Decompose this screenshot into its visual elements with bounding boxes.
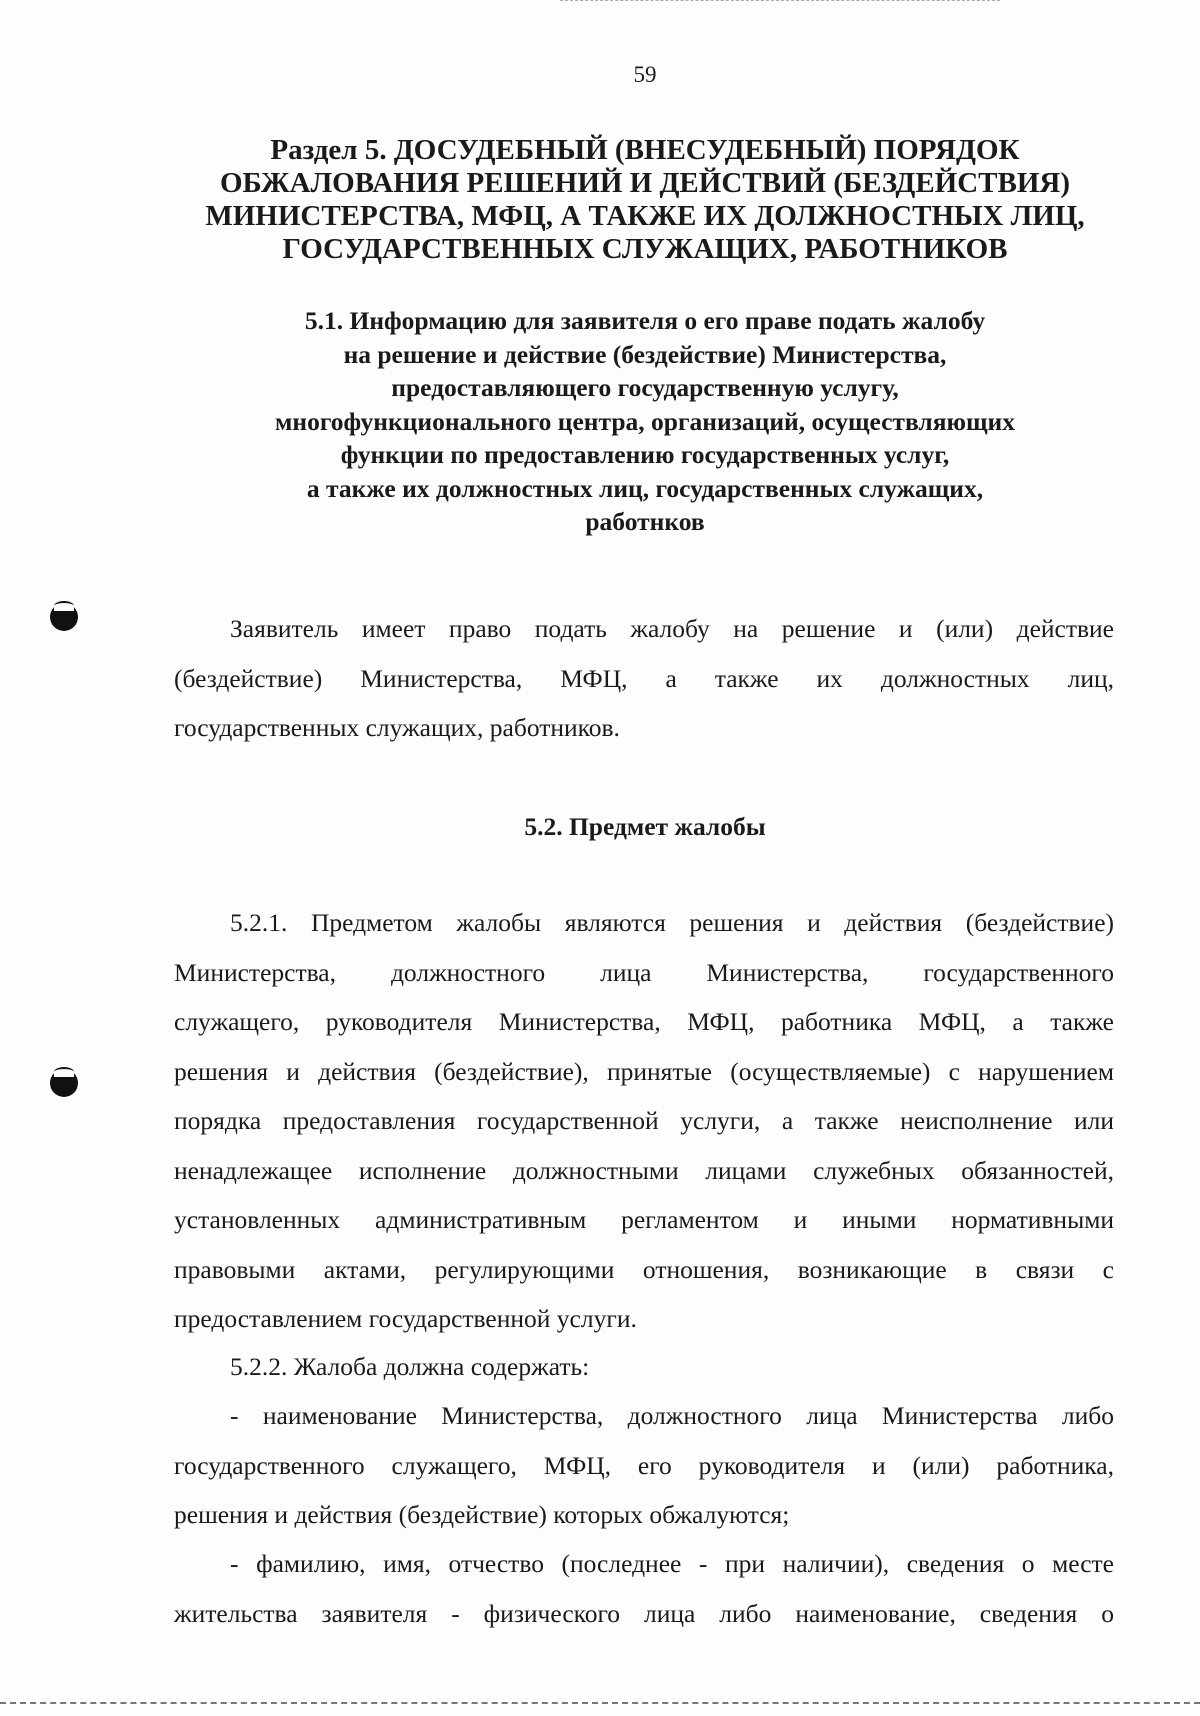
paragraph-line: порядка предоставления государственной услуги, а также неисполнение или xyxy=(174,1106,1114,1135)
paragraph-line: решения и действия (бездействие) которых обжалуются; xyxy=(174,1500,790,1529)
paragraph-line: государственного служащего, МФЦ, его руководителя и (или) работника, xyxy=(174,1450,1114,1480)
subsection-title-line: предоставляющего государственную услугу, xyxy=(391,373,899,402)
paragraph-line: 5.2.2. Жалоба должна содержать: xyxy=(230,1352,590,1381)
paragraph-line: предоставлением государственной услуги. xyxy=(174,1304,637,1333)
subsection-title-line: а также их должностных лиц, государственных служащих, xyxy=(306,473,984,503)
paragraph-line: установленных административным регламентом и иными нормативными xyxy=(174,1205,1114,1234)
scan-edge-top xyxy=(560,0,1000,1)
paragraph-line: Министерства, должностного лица Министерства, государственного xyxy=(174,957,1114,987)
subsection-5-1-title xyxy=(200,304,1090,539)
paragraph-line: - наименование Министерства, должностного лица Министерства либо xyxy=(230,1401,1114,1430)
scan-edge-bottom xyxy=(0,1702,1200,1704)
paragraph-5-1 xyxy=(174,604,1114,753)
list-item-1 xyxy=(174,1391,1114,1540)
paragraph-line: 5.2.1. Предметом жалобы являются решения и действия (бездействие) xyxy=(230,908,1114,937)
paragraph-line: - фамилию, имя, отчество (последнее - при наличии), сведения о месте xyxy=(230,1549,1114,1578)
subsection-title-line: 5.1. Информацию для заявителя о его праве подать жалобу xyxy=(304,306,986,335)
punch-hole-mark xyxy=(50,1069,78,1097)
paragraph-line: (бездействие) Министерства, МФЦ, а также их должностных лиц, xyxy=(174,663,1114,693)
subsection-title-line: функции по предоставлению государственных услуг, xyxy=(340,440,950,469)
paragraph-line: Заявитель имеет право подать жалобу на решение и (или) действие xyxy=(230,614,1114,643)
section-title-line: ОБЖАЛОВАНИЯ РЕШЕНИЙ И ДЕЙСТВИЙ (БЕЗДЕЙСТВИЯ) xyxy=(219,167,1071,199)
section-title xyxy=(190,134,1100,266)
page-number: 59 xyxy=(633,62,657,87)
subsection-5-2-heading: 5.2. Предмет жалобы xyxy=(524,812,766,841)
subsection-title-line: многофункционального центра, организаций, осуществляющих xyxy=(275,406,1015,436)
paragraph-5-2-1 xyxy=(174,898,1114,1344)
subsection-title-line: работнков xyxy=(585,507,705,536)
punch-hole-mark xyxy=(50,603,78,631)
section-title-line: Раздел 5. ДОСУДЕБНЫЙ (ВНЕСУДЕБНЫЙ) ПОРЯДОК xyxy=(270,134,1020,166)
paragraph-line: служащего, руководителя Министерства, МФЦ, работника МФЦ, а также xyxy=(174,1007,1114,1036)
paragraph-5-2-2 xyxy=(174,1342,1114,1392)
subsection-title-line: на решение и действие (бездействие) Министерства, xyxy=(343,339,947,369)
paragraph-line: государственных служащих, работников. xyxy=(174,713,620,742)
list-item-2 xyxy=(174,1539,1114,1638)
paragraph-line: решения и действия (бездействие), принятые (осуществляемые) с нарушением xyxy=(174,1056,1114,1086)
section-title-line: ГОСУДАРСТВЕННЫХ СЛУЖАЩИХ, РАБОТНИКОВ xyxy=(282,233,1008,265)
paragraph-line: жительства заявителя - физического лица либо наименование, сведения о xyxy=(174,1598,1114,1628)
paragraph-line: ненадлежащее исполнение должностными лицами служебных обязанностей, xyxy=(174,1155,1114,1185)
section-title-line: МИНИСТЕРСТВА, МФЦ, А ТАКЖЕ ИХ ДОЛЖНОСТНЫХ ЛИЦ, xyxy=(205,200,1085,232)
paragraph-line: правовыми актами, регулирующими отношения, возникающие в связи с xyxy=(174,1254,1114,1284)
